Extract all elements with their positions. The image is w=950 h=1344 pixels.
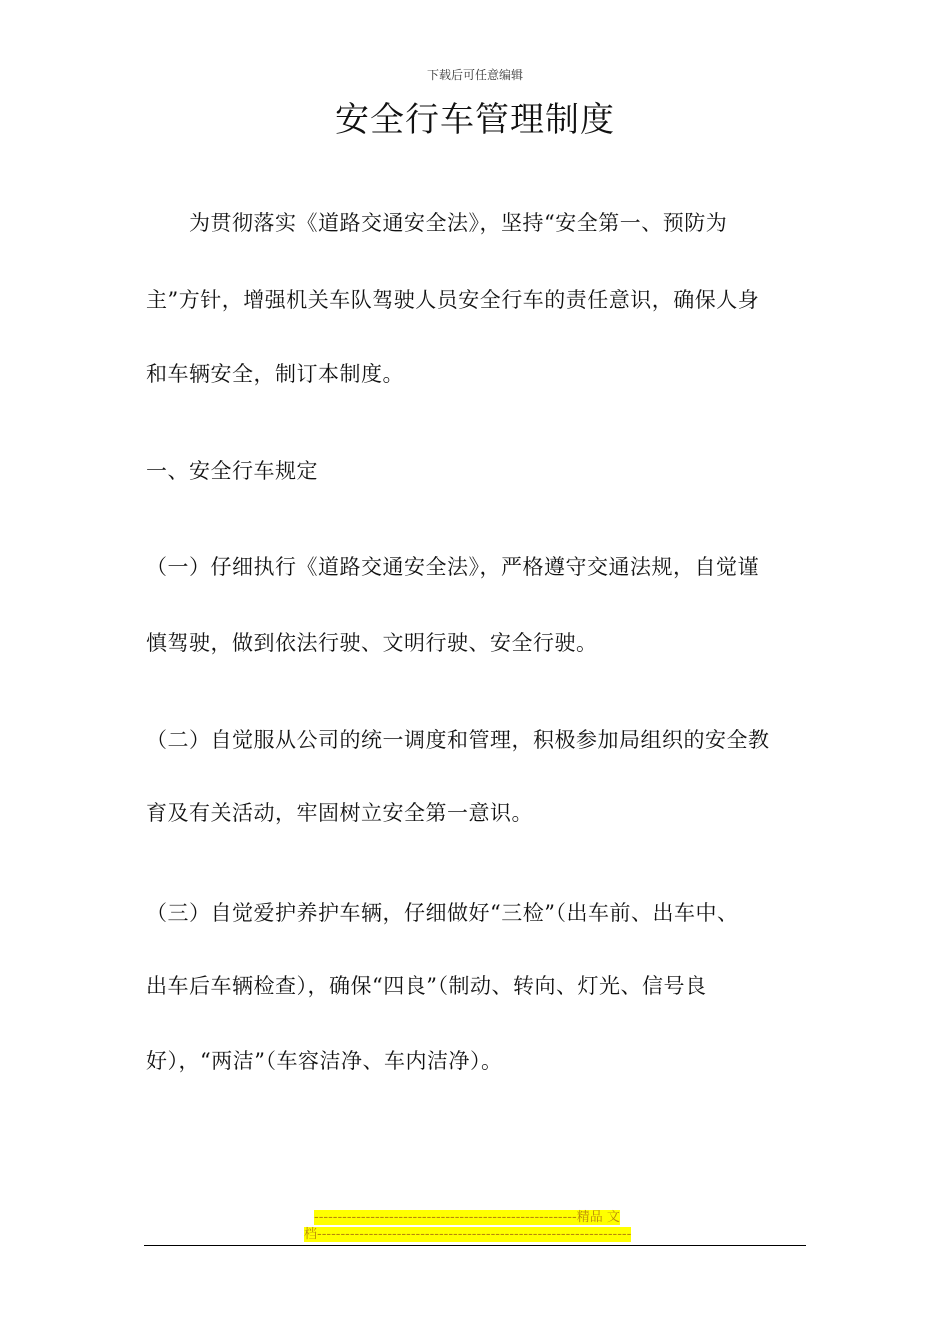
footer-watermark-line: --------------------------------------------------------精品 文 [314,1210,620,1225]
paragraph-line: （二）自觉服从公司的统一调度和管理，积极参加局组织的安全教 [146,728,770,752]
paragraph-line: 出车后车辆检查），确保“四良”（制动、转向、灯光、信号良 [146,974,707,998]
paragraph-line: 为贯彻落实《道路交通安全法》，坚持“安全第一、预防为 [146,211,728,235]
footer-watermark [304,1209,648,1243]
paragraph-line: （一）仔细执行《道路交通安全法》，严格遵守交通法规，自觉谨 [146,555,759,579]
paragraph-line: （三）自觉爱护养护车辆，仔细做好“三检”（出车前、出车中、 [146,901,739,925]
section-heading: 一、安全行车规定 [146,459,318,483]
paragraph-line: 主”方针，增强机关车队驾驶人员安全行车的责任意识，确保人身 [146,288,760,312]
footer-watermark-line: 档------------------------------------------------------------------- [304,1227,632,1242]
paragraph-line: 好），“两洁”（车容洁净、车内洁净）。 [146,1049,503,1073]
footer-divider [144,1245,806,1246]
header-note: 下载后可任意编辑 [426,68,523,82]
document-title: 安全行车管理制度 [335,100,615,140]
paragraph-line: 育及有关活动，牢固树立安全第一意识。 [146,801,533,825]
paragraph-line: 慎驾驶，做到依法行驶、文明行驶、安全行驶。 [146,631,598,655]
paragraph-line: 和车辆安全，制订本制度。 [146,362,404,386]
